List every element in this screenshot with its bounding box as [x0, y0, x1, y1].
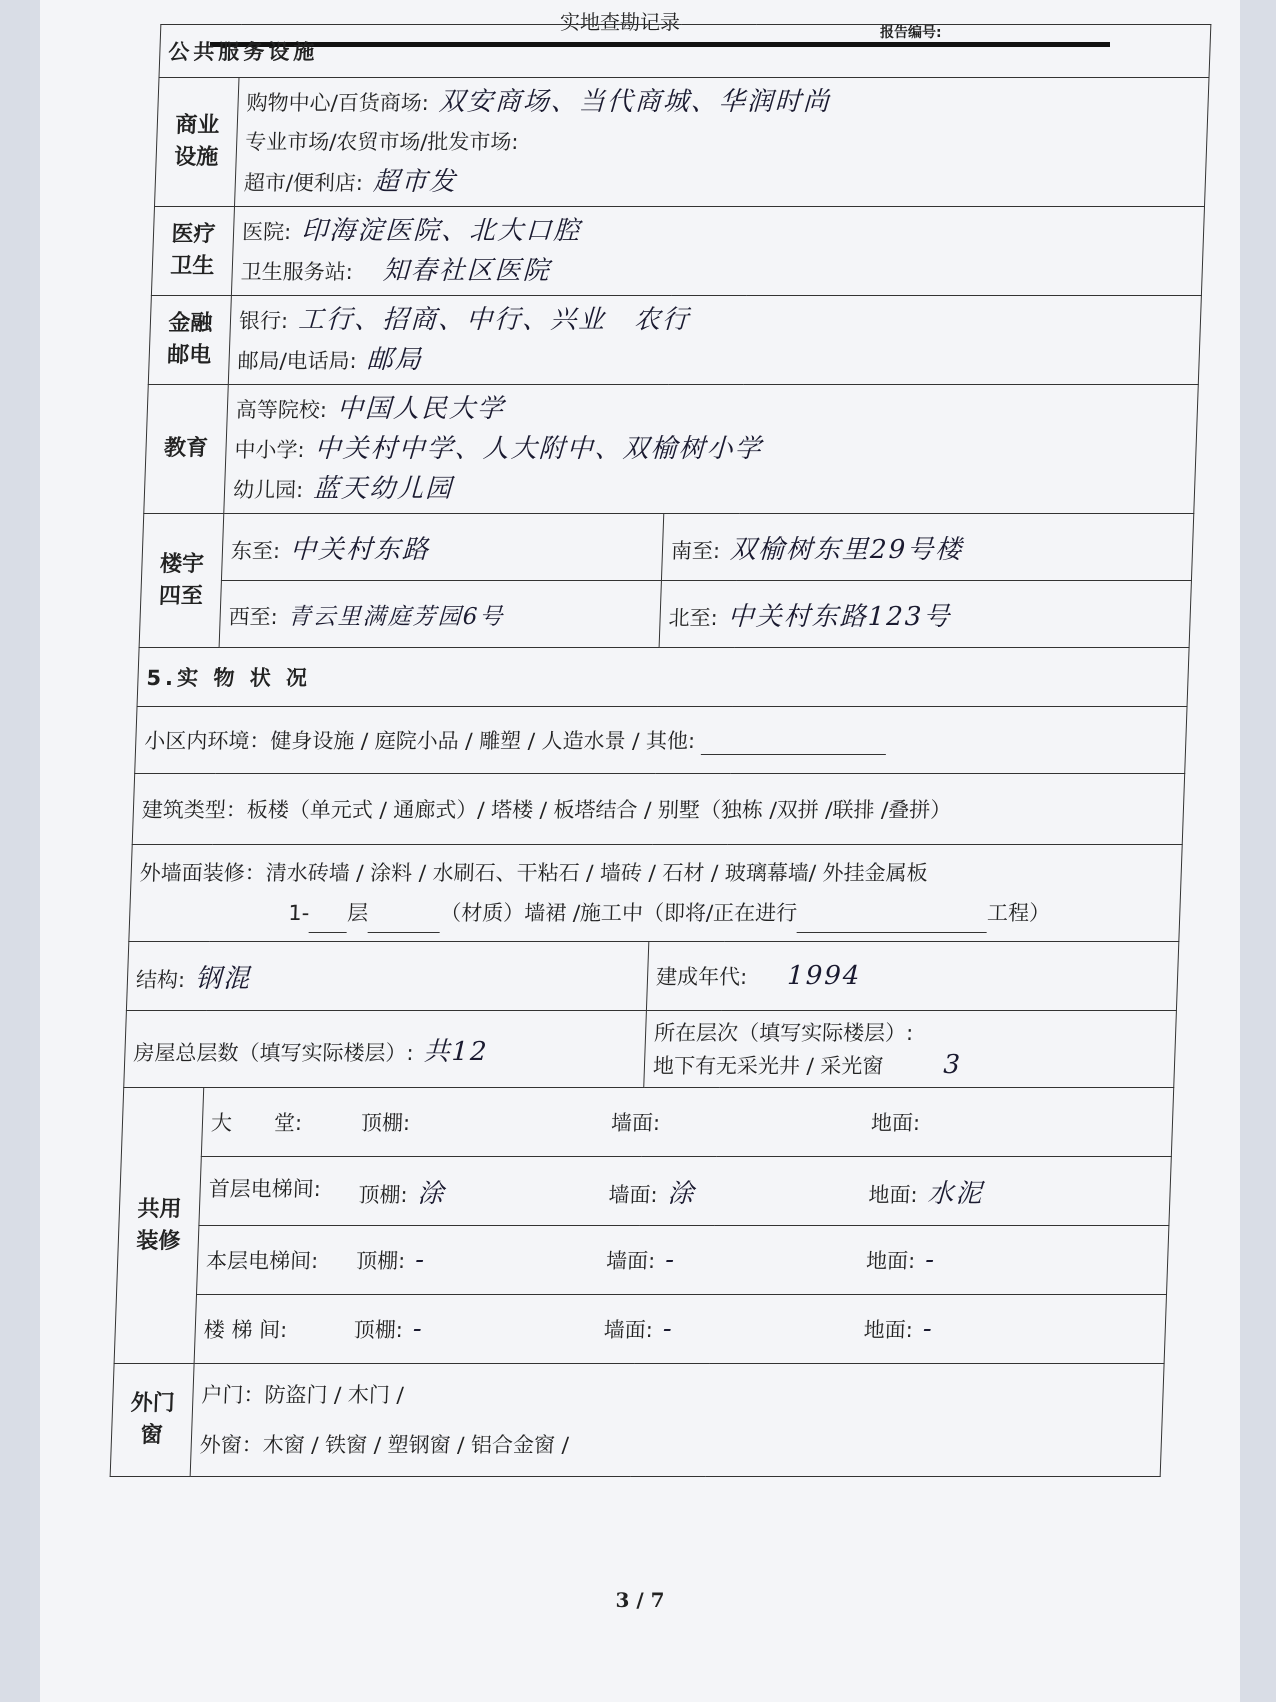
deco-wall: [611, 1107, 872, 1137]
deco-row-floor-elevator: [197, 1226, 1169, 1295]
ceiling-label: 顶棚:: [353, 1318, 404, 1342]
supermarket-value[interactable]: 超市发: [372, 167, 458, 197]
ceiling-value[interactable]: -: [414, 1245, 427, 1275]
structure-label: 结构:: [135, 967, 186, 992]
exterior-floor-blank[interactable]: [309, 932, 347, 933]
west-value[interactable]: 青云里满庭芳园6号: [287, 603, 505, 630]
east-value[interactable]: 中关村东路: [289, 534, 431, 565]
door-options: 户门：防盗门 / 木门 /: [201, 1383, 405, 1407]
north-cell: [659, 581, 1191, 648]
school-label: 中小学:: [234, 438, 305, 462]
bank-label: 银行:: [238, 309, 289, 333]
medical-fields: [231, 207, 1204, 296]
page-number: 3 / 7: [615, 1588, 665, 1612]
floor-label: 地面:: [870, 1111, 921, 1135]
deco-row-lobby: [201, 1088, 1173, 1157]
floor-value[interactable]: 水泥: [927, 1178, 985, 1209]
floor-value[interactable]: -: [924, 1245, 937, 1275]
post-value[interactable]: 邮局: [366, 345, 424, 375]
deco-wall: [603, 1314, 864, 1344]
bank-value[interactable]: 工行、招商、中行、兴业 农行: [297, 305, 691, 335]
market-label: 专业市场/农贸市场/批发市场:: [244, 130, 519, 154]
building-type-options: 建筑类型：板楼（单元式 / 通廊式）/ 塔楼 / 板塔结合 / 别墅（独栋 /双拼 /联排 /叠拼）: [141, 798, 952, 822]
environment-other-blank[interactable]: [701, 754, 886, 755]
deco-ceiling: [356, 1245, 607, 1275]
supermarket-label: 超市/便利店:: [243, 171, 364, 195]
south-label: 南至:: [670, 538, 721, 563]
deco-name: 首层电梯间:: [208, 1176, 322, 1201]
deco-floor: [866, 1245, 937, 1275]
ceiling-value[interactable]: [420, 1107, 421, 1137]
structure-cell: [126, 942, 648, 1011]
structure-value[interactable]: 钢混: [194, 963, 252, 994]
clinic-value[interactable]: 知春社区医院: [382, 256, 552, 286]
deco-ceiling: [353, 1314, 604, 1344]
deco-name: 大 堂:: [210, 1111, 303, 1135]
deco-floor: [863, 1314, 934, 1344]
doors-windows-category: 外门窗: [110, 1364, 194, 1477]
document-page: [40, 0, 1240, 1702]
floor-value[interactable]: [930, 1107, 931, 1137]
deco-wall: [608, 1173, 869, 1210]
south-cell: [661, 514, 1193, 581]
report-number-label: 报告编号:: [880, 25, 942, 41]
floor-at-cell: [644, 1011, 1177, 1088]
shopping-value[interactable]: 双安商场、当代商城、华润时尚: [438, 87, 832, 117]
floor-at-value[interactable]: 3: [942, 1049, 963, 1080]
medical-category: 医疗卫生: [151, 207, 234, 296]
environment-options: 小区内环境：健身设施 / 庭院小品 / 雕塑 / 人造水景 / 其他:: [143, 729, 696, 753]
doors-windows-fields: [190, 1364, 1164, 1477]
wall-label: 墙面:: [603, 1318, 654, 1342]
form-table: [110, 24, 1212, 1477]
exterior-wainscot-text: （材质）墙裙 /施工中（即将/正在进行: [439, 901, 798, 925]
wall-value[interactable]: -: [662, 1314, 675, 1344]
year-label: 建成年代:: [655, 965, 748, 989]
finance-fields: [228, 296, 1201, 385]
exterior-floor-suffix: 层: [346, 901, 369, 925]
wall-value[interactable]: -: [664, 1245, 677, 1275]
school-value[interactable]: 中关村中学、人大附中、双榆树小学: [314, 434, 764, 464]
deco-floor: [871, 1107, 931, 1137]
deco-ceiling: [358, 1173, 609, 1210]
wall-value[interactable]: [670, 1107, 671, 1137]
east-cell: [221, 514, 663, 581]
floor-at-label: 所在层次（填写实际楼层）:: [653, 1020, 914, 1045]
exterior-floor-prefix: 1-: [287, 901, 310, 925]
deco-row-stairwell: [194, 1295, 1166, 1364]
west-label: 西至:: [228, 604, 279, 629]
year-value[interactable]: 1994: [786, 961, 862, 991]
ceiling-label: 顶棚:: [358, 1182, 408, 1207]
university-value[interactable]: 中国人民大学: [336, 394, 506, 424]
wall-value[interactable]: 涂: [667, 1178, 697, 1209]
finance-category: 金融邮电: [148, 296, 231, 385]
floors-label: 房屋总层数（填写实际楼层）:: [133, 1040, 414, 1065]
public-facilities-title: 公共服务设施: [159, 25, 1211, 78]
education-fields: [224, 385, 1199, 514]
ceiling-value[interactable]: -: [412, 1314, 425, 1344]
ceiling-label: 顶棚:: [355, 1249, 406, 1273]
boundaries-category: 楼宇四至: [139, 514, 224, 648]
floors-cell: [124, 1011, 647, 1088]
clinic-label: 卫生服务站:: [240, 260, 354, 284]
exterior-project-suffix: 工程）: [986, 901, 1051, 925]
deco-name: 本层电梯间:: [205, 1249, 319, 1273]
deco-row-ground-elevator: [199, 1157, 1171, 1226]
hospital-label: 医院:: [241, 220, 292, 244]
north-label: 北至:: [668, 605, 719, 630]
education-category: 教育: [144, 385, 229, 514]
deco-wall: [606, 1245, 867, 1275]
east-label: 东至:: [230, 538, 281, 563]
wall-label: 墙面:: [605, 1249, 656, 1273]
deco-ceiling: [361, 1107, 612, 1137]
skylight-options: 地下有无采光井 / 采光窗: [652, 1053, 884, 1078]
west-cell: [219, 581, 661, 648]
window-options: 外窗：木窗 / 铁窗 / 塑钢窗 / 铝合金窗 /: [199, 1433, 570, 1457]
physical-title: 5.实 物 状 况: [137, 648, 1189, 707]
floor-value[interactable]: -: [922, 1314, 935, 1344]
exterior-row: [129, 845, 1182, 942]
floor-label: 地面:: [868, 1182, 918, 1207]
hospital-value[interactable]: 印海淀医院、北大口腔: [300, 216, 582, 246]
ceiling-label: 顶棚:: [360, 1111, 411, 1135]
south-value[interactable]: 双榆树东里29号楼: [729, 534, 964, 565]
north-value[interactable]: 中关村东路123号: [727, 601, 952, 632]
exterior-material-blank[interactable]: [368, 932, 440, 933]
floor-label: 地面:: [865, 1249, 916, 1273]
wall-label: 墙面:: [608, 1182, 658, 1207]
kindergarten-label: 幼儿园:: [232, 478, 304, 502]
year-cell: [646, 942, 1178, 1011]
university-label: 高等院校:: [235, 398, 328, 422]
ceiling-value[interactable]: 涂: [417, 1178, 447, 1209]
floors-value[interactable]: 共12: [423, 1036, 490, 1067]
document-title: 实地查勘记录: [560, 10, 680, 34]
floor-label: 地面:: [863, 1318, 914, 1342]
exterior-options: 外墙面装修：清水砖墙 / 涂料 / 水刷石、干粘石 / 墙砖 / 石材 / 玻璃幕墙/ 外挂金属板: [139, 861, 929, 885]
environment-row: [135, 707, 1187, 774]
exterior-project-blank[interactable]: [796, 932, 986, 933]
wall-label: 墙面:: [610, 1111, 661, 1135]
commercial-category: 商业设施: [154, 78, 239, 207]
shared-deco-category: 共用装修: [114, 1088, 204, 1364]
shopping-label: 购物中心/百货商场:: [246, 91, 430, 115]
deco-name: 楼 梯 间:: [203, 1318, 288, 1342]
kindergarten-value[interactable]: 蓝天幼儿园: [312, 474, 454, 504]
deco-floor: [868, 1173, 984, 1210]
building-type-row: [132, 774, 1184, 845]
commercial-fields: [234, 78, 1209, 207]
survey-form: [110, 24, 1211, 1477]
post-label: 邮局/电话局:: [237, 349, 358, 373]
